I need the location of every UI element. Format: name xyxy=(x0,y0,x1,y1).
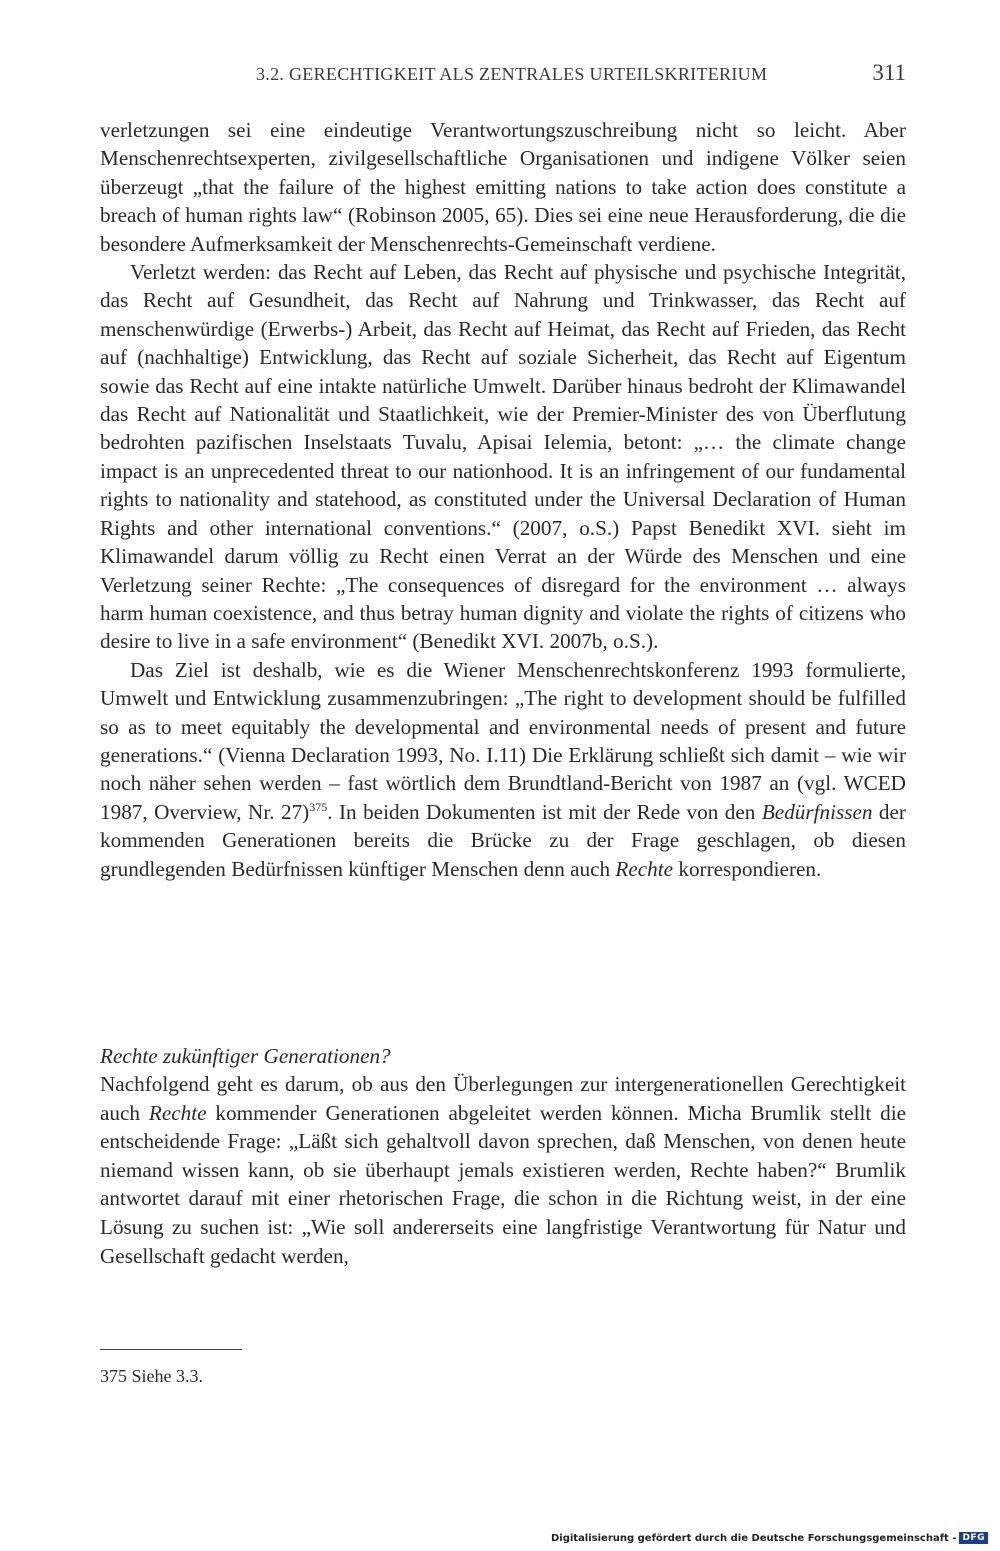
footnote-ref-375[interactable]: 375 xyxy=(309,799,328,814)
section-heading: Rechte zukünftiger Generationen? xyxy=(100,1044,391,1068)
footnote-rule xyxy=(100,1349,242,1350)
paragraph-4 xyxy=(100,1070,906,1270)
section-body xyxy=(100,1070,906,1270)
paragraph-3-part-b: . In beiden Dokumenten ist mit der Rede von den xyxy=(327,799,762,824)
paragraph-3-part-c: der kommenden Generationen bereits die Brücke zu der Frage geschlagen, ob diesen grundlegenden Bedürfnissen künftiger Menschen denn auch xyxy=(100,799,906,881)
credit-text: Digitalisierung gefördert durch die Deutsche Forschungsgemeinschaft - xyxy=(550,1532,957,1544)
dfg-logo-icon: DFG xyxy=(959,1532,988,1544)
footnote-375: 375 Siehe 3.3. xyxy=(100,1366,203,1386)
paragraph-3 xyxy=(100,656,906,883)
running-head xyxy=(100,60,906,92)
emphasis-rechte: Rechte xyxy=(615,856,674,881)
paragraph-4-part-a: Nachfolgend geht es darum, ob aus den Überlegungen zur intergenerationellen Gerechtigkeit auch xyxy=(100,1072,906,1125)
digitization-credit xyxy=(551,1532,988,1544)
paragraph-3-part-a: Das Ziel ist deshalb, wie es die Wiener Menschenrechtskonferenz 1993 formulierte, Umwelt und Entwicklung zusammenzubringen: „The right to development should be fulfilled so as to meet equitably the developmental and environmental needs of present and future generations.“ (Vienna Declaration 1993, No. I.11) Die Erklärung schließt sich damit – wie wir noch näher sehen werden – fast wörtlich dem Brundtland-Bericht von 1987 an (vgl. WCED 1987, Overview, Nr. 27) xyxy=(100,657,906,824)
paragraph-4-part-b: kommender Generationen abgeleitet werden können. Micha Brumlik stellt die entscheidende Frage: „Läßt sich gehaltvoll davon sprechen, daß Menschen, von denen heute niemand wissen kann, ob sie überhaupt jemals existieren werden, Rechte haben?“ Brumlik antwortet darauf mit einer rhetorischen Frage, die schon in die Richtung weist, in der eine Lösung zu suchen ist: „Wie soll andererseits eine langfristige Verantwortung für Natur und Gesellschaft gedacht werden, xyxy=(100,1100,907,1268)
paragraph-3-part-d: korrespondieren. xyxy=(673,856,822,881)
paragraph-2: Verletzt werden: das Recht auf Leben, das Recht auf physische und psychische Integrität, das Recht auf Gesundheit, das Recht auf Nahrung und Trinkwasser, das Recht auf menschenwürdige (Erwerbs-) Arbeit, das Recht auf Heimat, das Recht auf Frieden, das Recht auf (nachhaltige) Entwicklung, das Recht auf soziale Sicherheit, das Recht auf Eigentum sowie das Recht auf eine intakte natürliche Umwelt. Darüber hinaus bedroht der Klimawandel das Recht auf Nationalität und Staatlichkeit, wie der Premier-Minister des von Überflutung bedrohten pazifischen Inselstaats Tuvalu, Apisai Ielemia, betont: „… the climate change impact is an unprecedented threat to our nationhood. It is an infringement of our fundamental rights to nationality and statehood, as constituted under the Universal Declaration of Human Rights and other international conventions.“ (2007, o.S.) Papst Benedikt XVI. sieht im Klimawandel darum völlig zu Recht einen Verrat an der Würde des Menschen und eine Verletzung seiner Rechte: „The consequences of disregard for the environment … always harm human coexistence, and thus betray human dignity and violate the rights of citizens who desire to live in a safe environment“ (Benedikt XVI. 2007b, o.S.). xyxy=(100,260,906,654)
running-title: 3.2. GERECHTIGKEIT ALS ZENTRALES URTEILSKRITERIUM xyxy=(256,64,768,84)
page-number: 311 xyxy=(872,60,906,85)
emphasis-beduerfnissen: Bedürfnissen xyxy=(761,799,873,824)
emphasis-rechte-2: Rechte xyxy=(148,1100,207,1125)
body-text xyxy=(100,116,906,883)
paragraph-1: verletzungen sei eine eindeutige Verantwortungszuschreibung nicht so leicht. Aber Menschenrechtsexperten, zivilgesellschaftliche Organisationen und indigene Völker seien überzeugt „that the failure of the highest emitting nations to take action does constitute a breach of human rights law“ (Robinson 2005, 65). Dies sei eine neue Herausforderung, die die besondere Aufmerksamkeit der Menschenrechts-Gemeinschaft verdiene. xyxy=(100,118,906,256)
